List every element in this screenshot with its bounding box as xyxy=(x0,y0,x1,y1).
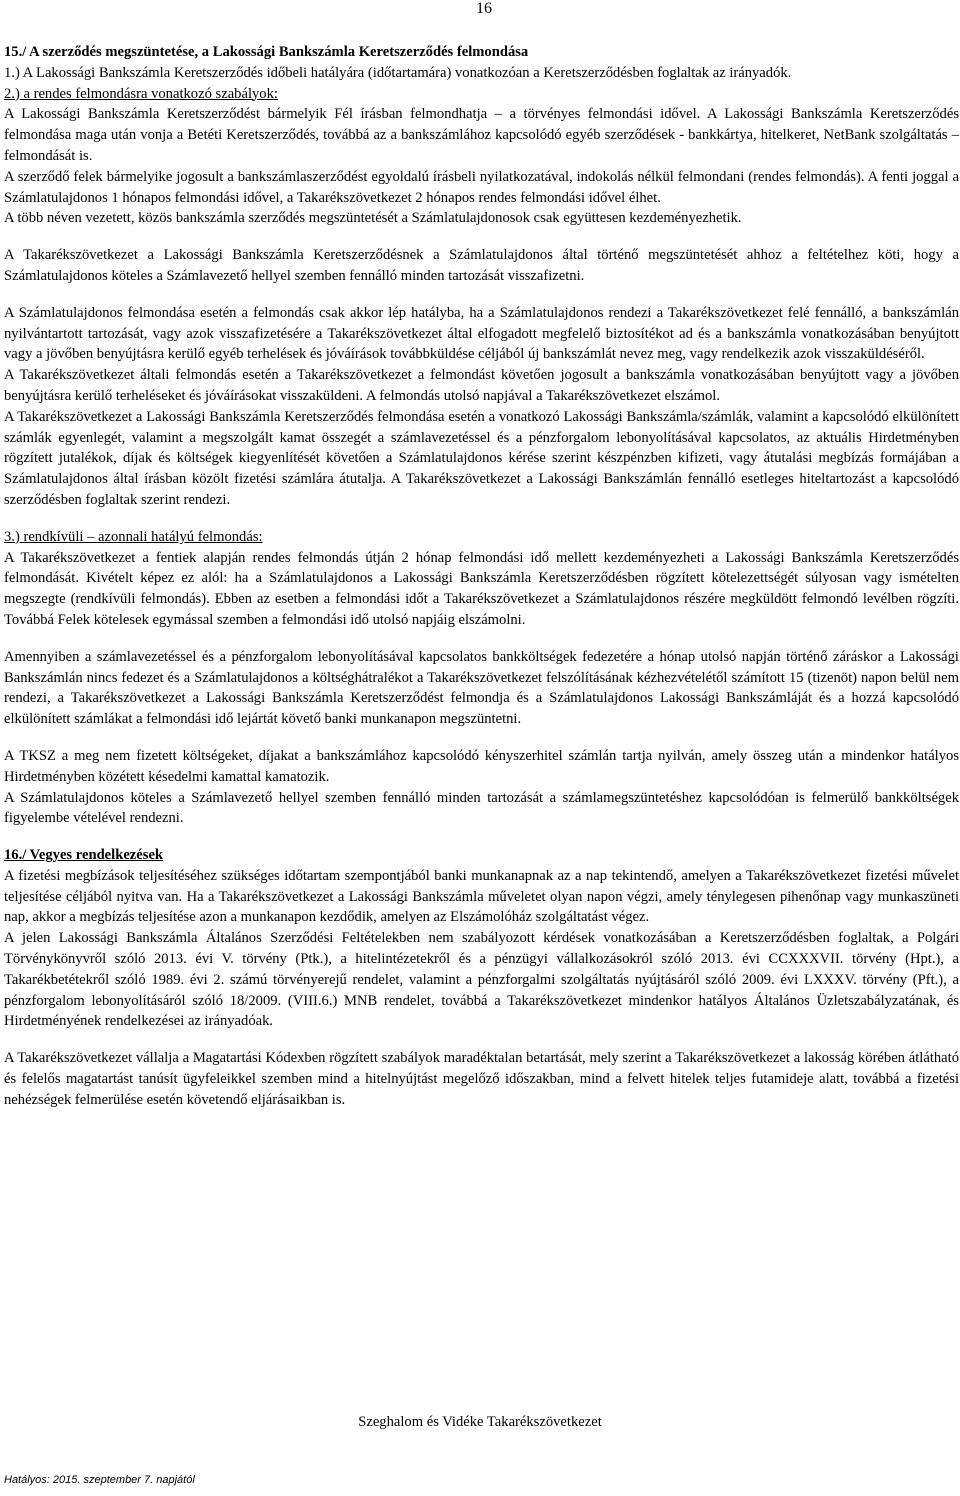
section-16-paragraph-2: A jelen Lakossági Bankszámla Általános Szerződési Feltételekben nem szabályozott kérdések vonatkozásában a Keretszerződésben foglaltak, a Polgári Törvénykönyvről szóló 2013. évi V. törvény (Ptk.), a hitelintézetekről és a pénzügyi vállalkozásokról szóló 2013. évi CCXXXVII. törvény (Hpt.), a Takarékbetétekről szóló 1989. évi 2. számú törvényerejű rendelet, valamint a pénzforgalmi szolgáltatás nyújtásáról szóló 2009. évi LXXXV. törvény (Pft.), a pénzforgalom lebonyolításáról szóló 18/2009. (VIII.6.) MNB rendelet, továbbá a Takarékszövetkezet mindenkor hatályos Általános Üzletszabályzatának, és Hirdetményének rendelkezései az irányadóak. xyxy=(4,930,959,1030)
spacer xyxy=(4,287,959,303)
section-15-paragraph-6: A Számlatulajdonos felmondása esetén a felmondás csak akkor lép hatályba, ha a Számlatulajdonos rendezi a Takarékszövetkezet felé fennálló, a bankszámlán nyilvántartott tartozását, vagy azok visszafizetésére a Takarékszövetkezet által elfogadott megfelelő biztosítékot ad és a bankszámla vonatkozásában benyújtott vagy a jövőben benyújtásra kerülő egyéb terhelések és jóváírások továbbküldése céljából új bankszámlát nevez meg, vagy rendelkezik azok visszaküldéséről. xyxy=(4,304,959,363)
section-16-paragraph-3: A Takarékszövetkezet vállalja a Magatartási Kódexben rögzített szabályok maradéktalan betartását, mely szerint a Takarékszövetkezet a lakosság körében átlátható és felelős magatartást tanúsít ügyfeleikkel szemben mind a hitelnyújtást megelőző időszakban, mind a felvett hitelek teljes futamideje alatt, továbbá a fizetési nehézségek felmerülése esetén követendő eljárásaikban is. xyxy=(4,1050,959,1108)
document-body xyxy=(4,42,959,1111)
spacer xyxy=(4,229,959,245)
section-15-paragraph-9: A Takarékszövetkezet a fentiek alapján rendes felmondás útján 2 hónap felmondási idő mellett kezdeményezheti a Lakossági Bankszámla Keretszerződés felmondását. Kivételt képez ez alól: ha a Számlatulajdonos a Lakossági Bankszámla Keretszerződésben rögzített kötelezettségét súlyosan vagy ismételten megszegte (rendkívüli felmondás). Ebben az esetben a felmondási időt a Takarékszövetkezet a Számlatulajdonos részére megküldött felmondó levélben rögzíti. Továbbá Felek kötelesek egymással szemben a felmondási idő utolsó napjáig elszámolni. xyxy=(4,549,959,628)
spacer xyxy=(4,1032,959,1048)
section-15-paragraph-1: 1.) A Lakossági Bankszámla Keretszerződés időbeli hatályára (időtartamára) vonatkozóan a Keretszerződésben foglaltak az irányadók. xyxy=(4,64,792,81)
section-16-paragraph-1: A fizetési megbízások teljesítéséhez szükséges időtartam szempontjából banki munkanapnak az a nap tekintendő, amelyen a Takarékszövetkezet fizetési művelet teljesítése céljából nyitva van. Ha a Takarékszövetkezet a Lakossági Bankszámla műveletet olyan napon végzi, amely ténylegesen pihenőnap vagy munkaszüneti nap, akkor a megbízás teljesítése azon a munkanapon kezdődik, amelyen az Elszámolóház szolgáltatást végez. xyxy=(4,867,959,926)
spacer xyxy=(4,829,959,845)
section-15-paragraph-12: A Számlatulajdonos köteles a Számlavezető hellyel szemben fennálló minden tartozását a számlamegszüntetéshez kapcsolódóan is felmerülő bankköltségek figyelembe vételével rendezni. xyxy=(4,789,959,827)
section-15-subsection-2-title: 2.) a rendes felmondásra vonatkozó szabályok: xyxy=(4,85,278,102)
spacer xyxy=(4,631,959,647)
section-15-paragraph-5: A Takarékszövetkezet a Lakossági Bankszámla Keretszerződésnek a Számlatulajdonos által történő megszüntetését ahhoz a feltételhez köti, hogy a Számlatulajdonos köteles a Számlavezető hellyel szemben fennálló minden tartozását visszafizetni. xyxy=(4,247,959,284)
section-15-paragraph-8: A Takarékszövetkezet a Lakossági Bankszámla Keretszerződés felmondása esetén a vonatkozó Lakossági Bankszámla/számlák, valamint a kapcsolódó elkülönített számlák egyenlegét, valamint a megszolgált kamat összegét a számlavezetéssel és a pénzforgalom lebonyolításával kapcsolatos, az aktuális Hirdetményben rögzített jutalékok, díjak és költségek kiegyenlítését követően a Számlatulajdonos kérése szerint készpénzben kifizeti, vagy átutalási megbízás formájában a Számlatulajdonos által írásban közölt fizetési számlára átutalja. A Takarékszövetkezet a Lakossági Bankszámlán fennálló esetleges hiteltartozást a kapcsolódó szerződésben foglaltak szerint rendezi. xyxy=(4,408,959,508)
section-15-paragraph-10: Amennyiben a számlavezetéssel és a pénzforgalom lebonyolításával kapcsolatos bankköltségek fedezetére a hónap utolsó napján történő záráskor a Lakossági Bankszámlán nincs fedezet és a Számlatulajdonos a költséghátralékot a Takarékszövetkezet felszólításának kézhezvételétől számított 15 (tizenöt) napon belül nem rendezi, a Takarékszövetkezet a Lakossági Bankszámla Keretszerződést felmondja és a Számlatulajdonos Lakossági Bankszámláját és a hozzá kapcsolódó elkülönített számlákat a felmondási idő lejártát követő banki munkanapon megszüntetni. xyxy=(4,648,959,728)
spacer xyxy=(4,511,959,527)
spacer xyxy=(4,730,959,746)
section-15-paragraph-7: A Takarékszövetkezet általi felmondás esetén a Takarékszövetkezet a felmondást követően jogosult a bankszámla vonatkozásában benyújtott vagy a jövőben benyújtásra kerülő terheléseket és jóváírásokat visszaküldeni. A felmondás utolsó napjával a Takarékszövetkezet elszámol. xyxy=(4,367,959,404)
section-15-paragraph-4: A több néven vezetett, közös bankszámla szerződés megszüntetését a Számlatulajdonosok csak együttesen kezdeményezhetik. xyxy=(4,210,742,227)
section-15-subsection-3-title: 3.) rendkívüli – azonnali hatályú felmondás: xyxy=(4,528,263,545)
section-16-title: 16./ Vegyes rendelkezések xyxy=(4,847,164,864)
footer-effective-date: Hatályos: 2015. szeptember 7. napjától xyxy=(4,1474,195,1486)
section-15-title: 15./ A szerződés megszüntetése, a Lakossági Bankszámla Keretszerződés felmondása xyxy=(4,44,529,60)
section-15-paragraph-11: A TKSZ a meg nem fizetett költségeket, díjakat a bankszámlához kapcsolódó kényszerhitel számlán tartja nyilván, amely összeg után a mindenkor hatályos Hirdetményben közétett késedelmi kamattal kamatozik. xyxy=(4,747,959,785)
footer-organization: Szeghalom és Vidéke Takarékszövetkezet xyxy=(358,1414,602,1430)
section-15-paragraph-3: A szerződő felek bármelyike jogosult a bankszámlaszerződést egyoldalú írásbeli nyilatkozatával, indokolás nélkül felmondani (rendes felmondás). A fenti joggal a Számlatulajdonos 1 hónapos felmondási idővel, a Takarékszövetkezet 2 hónapos rendes felmondási idővel élhet. xyxy=(4,168,959,206)
page-number: 16 xyxy=(476,0,492,17)
section-15-paragraph-2: A Lakossági Bankszámla Keretszerződést bármelyik Fél írásban felmondhatja – a törvényes felmondási idővel. A Lakossági Bankszámla Keretszerződés felmondása maga után vonja a Betéti Keretszerződés, továbbá az a bankszámlához kapcsolódó egyéb szerződések - bankkártya, hitelkeret, NetBank szolgáltatás – felmondását is. xyxy=(4,106,959,164)
